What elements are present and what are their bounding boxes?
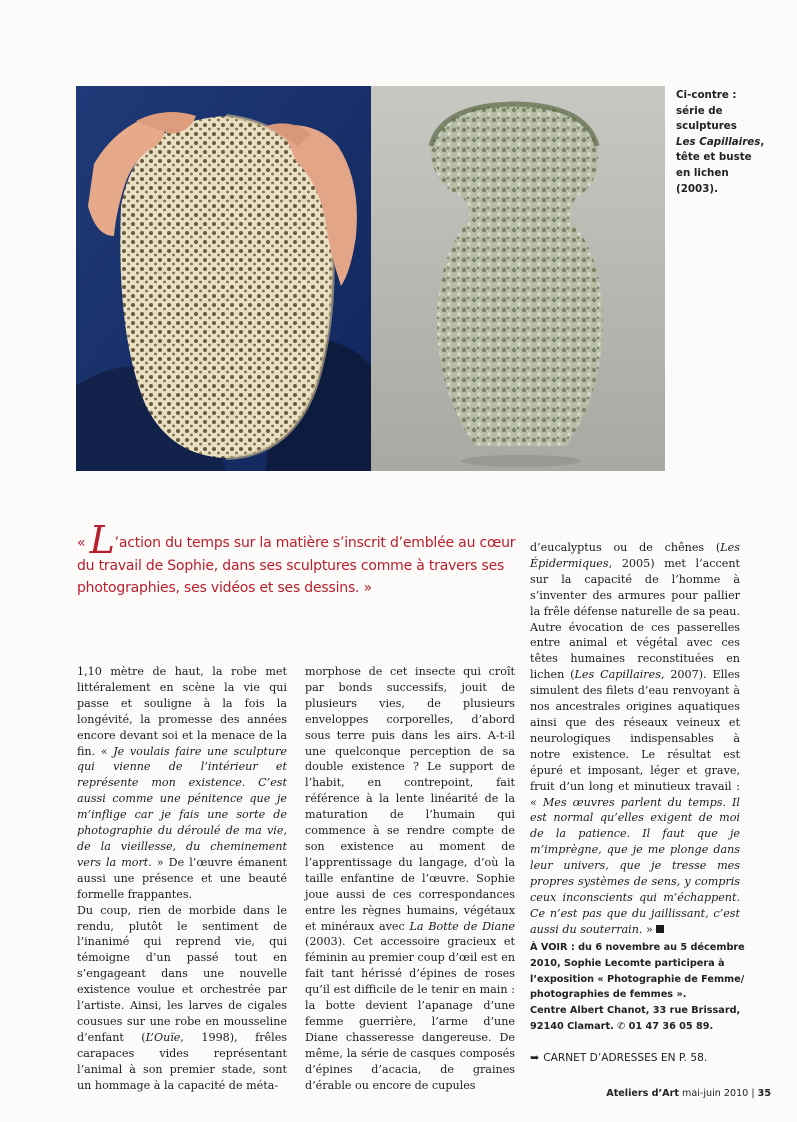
body-column-1 xyxy=(77,664,287,1093)
artist-quote: Mes œuvres parlent du temps. Il est normal qu’elles exigent de moi de la patience. Il faut que je m’imprègne, que je me plonge dans leur univers, que je tresse mes propres systèmes de sens, y compris ceux inconscients qui m’échappent. Ce n’est pas que du jaillissant, c’est aussi du souterrain. xyxy=(530,795,740,936)
body-column-3 xyxy=(530,540,740,938)
pull-quote xyxy=(77,518,517,600)
pull-quote-open: « xyxy=(77,535,90,551)
caption-line: (2003). xyxy=(676,182,718,195)
artwork-title: L’Ouïe xyxy=(145,1030,181,1044)
body-text: , 1998), frêles carapaces vides représentant l’animal à son premier stade, sont un hommage à la capacité de méta- xyxy=(77,1030,288,1092)
body-text: Du coup, rien de morbide dans le rendu, plutôt le sentiment de l’inanimé qui reprend vie, qui témoigne d’un passé tout en s’engageant dans une nouvelle existence voulue et orchestrée par l’artiste. Ainsi, les larves de cigales cousues sur une robe en mousseline d’enfant ( xyxy=(77,903,287,1044)
carnet-text: CARNET D’ADRESSES EN P. 58. xyxy=(543,1051,708,1064)
body-text: morphose de cet insecte qui croît par bonds successifs, jouit de plusieurs vies, de plusieurs enveloppes corporelles, d’abord sous terre puis dans les airs. A-t-il une quelconque perception de sa double existence ? Le support de l’habit, en contrepoint, fait référence à la lente linéarité de la maturation de l’humain qui commence à se rendre compte de son existence au moment de l’apprentissage du langage, d’où la taille enfantine de l’œuvre. Sophie joue aussi de ces correspondances entre les règnes humains, végétaux et minéraux avec xyxy=(305,665,515,933)
paragraph xyxy=(530,540,740,938)
issue-date: mai-juin 2010 xyxy=(681,1088,749,1099)
artwork-title: Les Capillaires xyxy=(574,668,661,682)
caption-artwork-title: Les Capillaires xyxy=(676,135,761,148)
paragraph xyxy=(305,664,515,1093)
exhibition-notice xyxy=(530,940,745,1035)
page-footer xyxy=(606,1088,771,1099)
body-column-2 xyxy=(305,664,515,1093)
pull-quote-text: ’action du temps sur la matière s’inscrit d’emblée au cœur du travail de Sophie, dans ses sculptures comme à travers ses photographies, ses vidéos et ses dessins. » xyxy=(77,535,516,596)
body-text: d’eucalyptus ou de chênes ( xyxy=(530,541,721,554)
caption-line: en lichen xyxy=(676,166,729,179)
caption-line: série de xyxy=(676,104,723,117)
notice-text: du 6 novembre au 5 décembre 2010, Sophie Lecomte participera à l’exposition « Photographie de Femme/ photographies de femmes ». xyxy=(530,942,745,1001)
paragraph xyxy=(77,664,287,903)
photo-caption: Ci-contre : série de sculptures Les Capillaires, tête et buste en lichen (2003). xyxy=(676,89,765,195)
body-text: (2003). Cet accessoire gracieux et féminin au premier coup d’œil est en fait tant hérissé d’épines de roses qu’il est difficile de le tenir en main : la botte devient l’apanage d’une femme guerrière, l’arme d’une Diane chasseresse dangereuse. De même, la série de casques composés d’épines d’acacia, de graines d’érable ou encore de cupules xyxy=(305,935,515,1092)
caption-line: Ci-contre : xyxy=(676,89,737,101)
body-text: , 2007). Elles simulent des filets d’eau renvoyant à nos ancestrales origines aquatiques ainsi que des réseaux veineux et neurologiques indispensables à notre existence. Le résultat est épuré et imposant, léger et grave, fruit d’un long et minutieux travail : « xyxy=(530,668,741,809)
pull-quote-dropcap: L xyxy=(89,518,115,562)
body-text: 1,10 mètre de haut, la robe met littéralement en scène la vie qui passe et souligne à la fois la longévité, la promesse des années encore devant soi et la menace de la fin. « xyxy=(77,665,287,758)
bust-sculpture-photo xyxy=(371,86,665,471)
arrow-right-icon: ➥ xyxy=(530,1051,540,1064)
page-number: 35 xyxy=(757,1088,771,1099)
caption-line: tête et buste xyxy=(676,151,752,164)
notice-label: À VOIR : xyxy=(530,942,575,953)
artwork-title: La Botte de Diane xyxy=(409,919,515,933)
head-sculpture-photo xyxy=(76,86,371,471)
lichen-bust-sculpture-photo xyxy=(371,86,665,471)
artwork-title: Les Épidermiques xyxy=(530,541,740,570)
footer-separator: | xyxy=(751,1088,755,1099)
lichen-head-sculpture-photo xyxy=(76,86,371,471)
body-text: » xyxy=(642,922,653,936)
body-text: » De l’œuvre émanent aussi une présence et une beauté formelle frappantes. xyxy=(77,855,287,901)
carnet-reference xyxy=(530,1051,707,1064)
artist-quote: Je voulais faire une sculpture qui vienne de l’intérieur et représente mon existence. C’est aussi comme une pénitence que je m’inflige car je fais une sorte de photographie du déroulé de ma vie, de la vieillesse, du cheminement vers la mort. xyxy=(77,744,287,869)
caption-line: sculptures xyxy=(676,120,737,133)
magazine-name: Ateliers d’Art xyxy=(606,1088,679,1099)
paragraph xyxy=(77,903,287,1094)
end-of-article-square-icon xyxy=(656,925,664,933)
body-text: , 2005) met l’accent sur la capacité de l’homme à s’inventer des armures pour pallier la frêle défense naturelle de sa peau. Autre évocation de ces passerelles entre animal et végétal avec ces têtes humaines reconstituées en lichen ( xyxy=(530,556,740,682)
notice-address: Centre Albert Chanot, 33 rue Brissard, 92140 Clamart. ✆ 01 47 36 05 89. xyxy=(530,1005,741,1032)
